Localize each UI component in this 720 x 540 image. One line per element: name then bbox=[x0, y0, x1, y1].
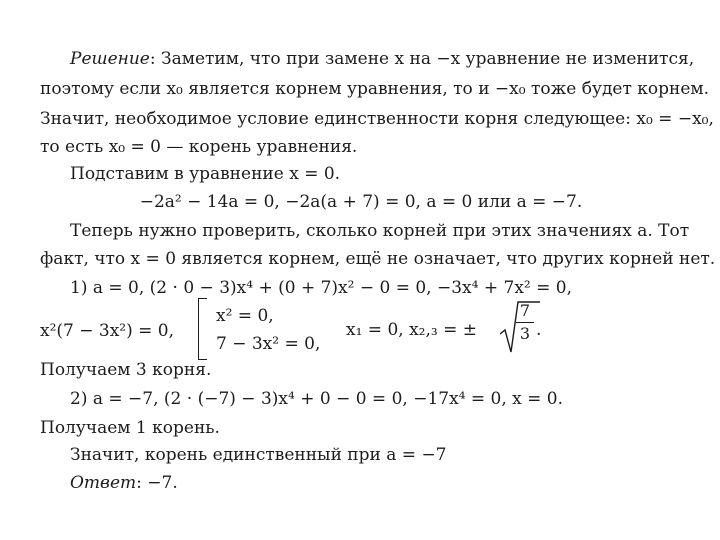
answer-label: Ответ bbox=[70, 473, 137, 493]
factored-equation: x²(7 − 3x²) = 0, bbox=[40, 321, 175, 341]
fraction bbox=[516, 300, 534, 345]
roots-period: . bbox=[536, 320, 542, 340]
solution-line-5: Подставим в уравнение x = 0. bbox=[70, 164, 341, 184]
system-row-1: x² = 0, bbox=[216, 306, 274, 326]
solution-line-3: Значит, необходимое условие единственности корня следующее: x₀ = −x₀, bbox=[40, 109, 714, 129]
system-bracket bbox=[198, 298, 207, 360]
fraction-numerator: 7 bbox=[519, 301, 531, 320]
answer-value: : −7. bbox=[136, 473, 178, 493]
solution-line-4: то есть x₀ = 0 — корень уравнения. bbox=[40, 137, 358, 157]
case-1-line: 1) a = 0, (2 · 0 − 3)x⁴ + (0 + 7)x² − 0 = 0, −3x⁴ + 7x² = 0, bbox=[70, 278, 572, 298]
answer-line bbox=[70, 472, 682, 494]
case-2-line: 2) a = −7, (2 · (−7) − 3)x⁴ + 0 − 0 = 0, −17x⁴ = 0, x = 0. bbox=[70, 389, 564, 409]
roots-expression: x₁ = 0, x₂,₃ = ± bbox=[346, 320, 477, 340]
result-line-2: Получаем 1 корень. bbox=[40, 418, 220, 438]
solution-line-2: поэтому если x₀ является корнем уравнения, то и −x₀ тоже будет корнем. bbox=[40, 79, 710, 99]
result-line-1: Получаем 3 корня. bbox=[40, 360, 212, 380]
solution-line-8: факт, что x = 0 является корнем, ещё не означает, что других корней нет. bbox=[40, 249, 716, 269]
solution-line-7: Теперь нужно проверить, сколько корней при этих значениях a. Тот bbox=[70, 221, 690, 241]
conclusion-line: Значит, корень единственный при a = −7 bbox=[70, 445, 447, 465]
solution-line-1 bbox=[70, 48, 695, 70]
fraction-denominator: 3 bbox=[516, 322, 534, 345]
solution-label: Решение bbox=[70, 49, 150, 69]
solution-line-1-text: : Заметим, что при замене x на −x уравнение не изменится, bbox=[149, 49, 695, 69]
equation-line: −2a² − 14a = 0, −2a(a + 7) = 0, a = 0 или a = −7. bbox=[139, 192, 583, 212]
system-row-2: 7 − 3x² = 0, bbox=[216, 334, 321, 354]
